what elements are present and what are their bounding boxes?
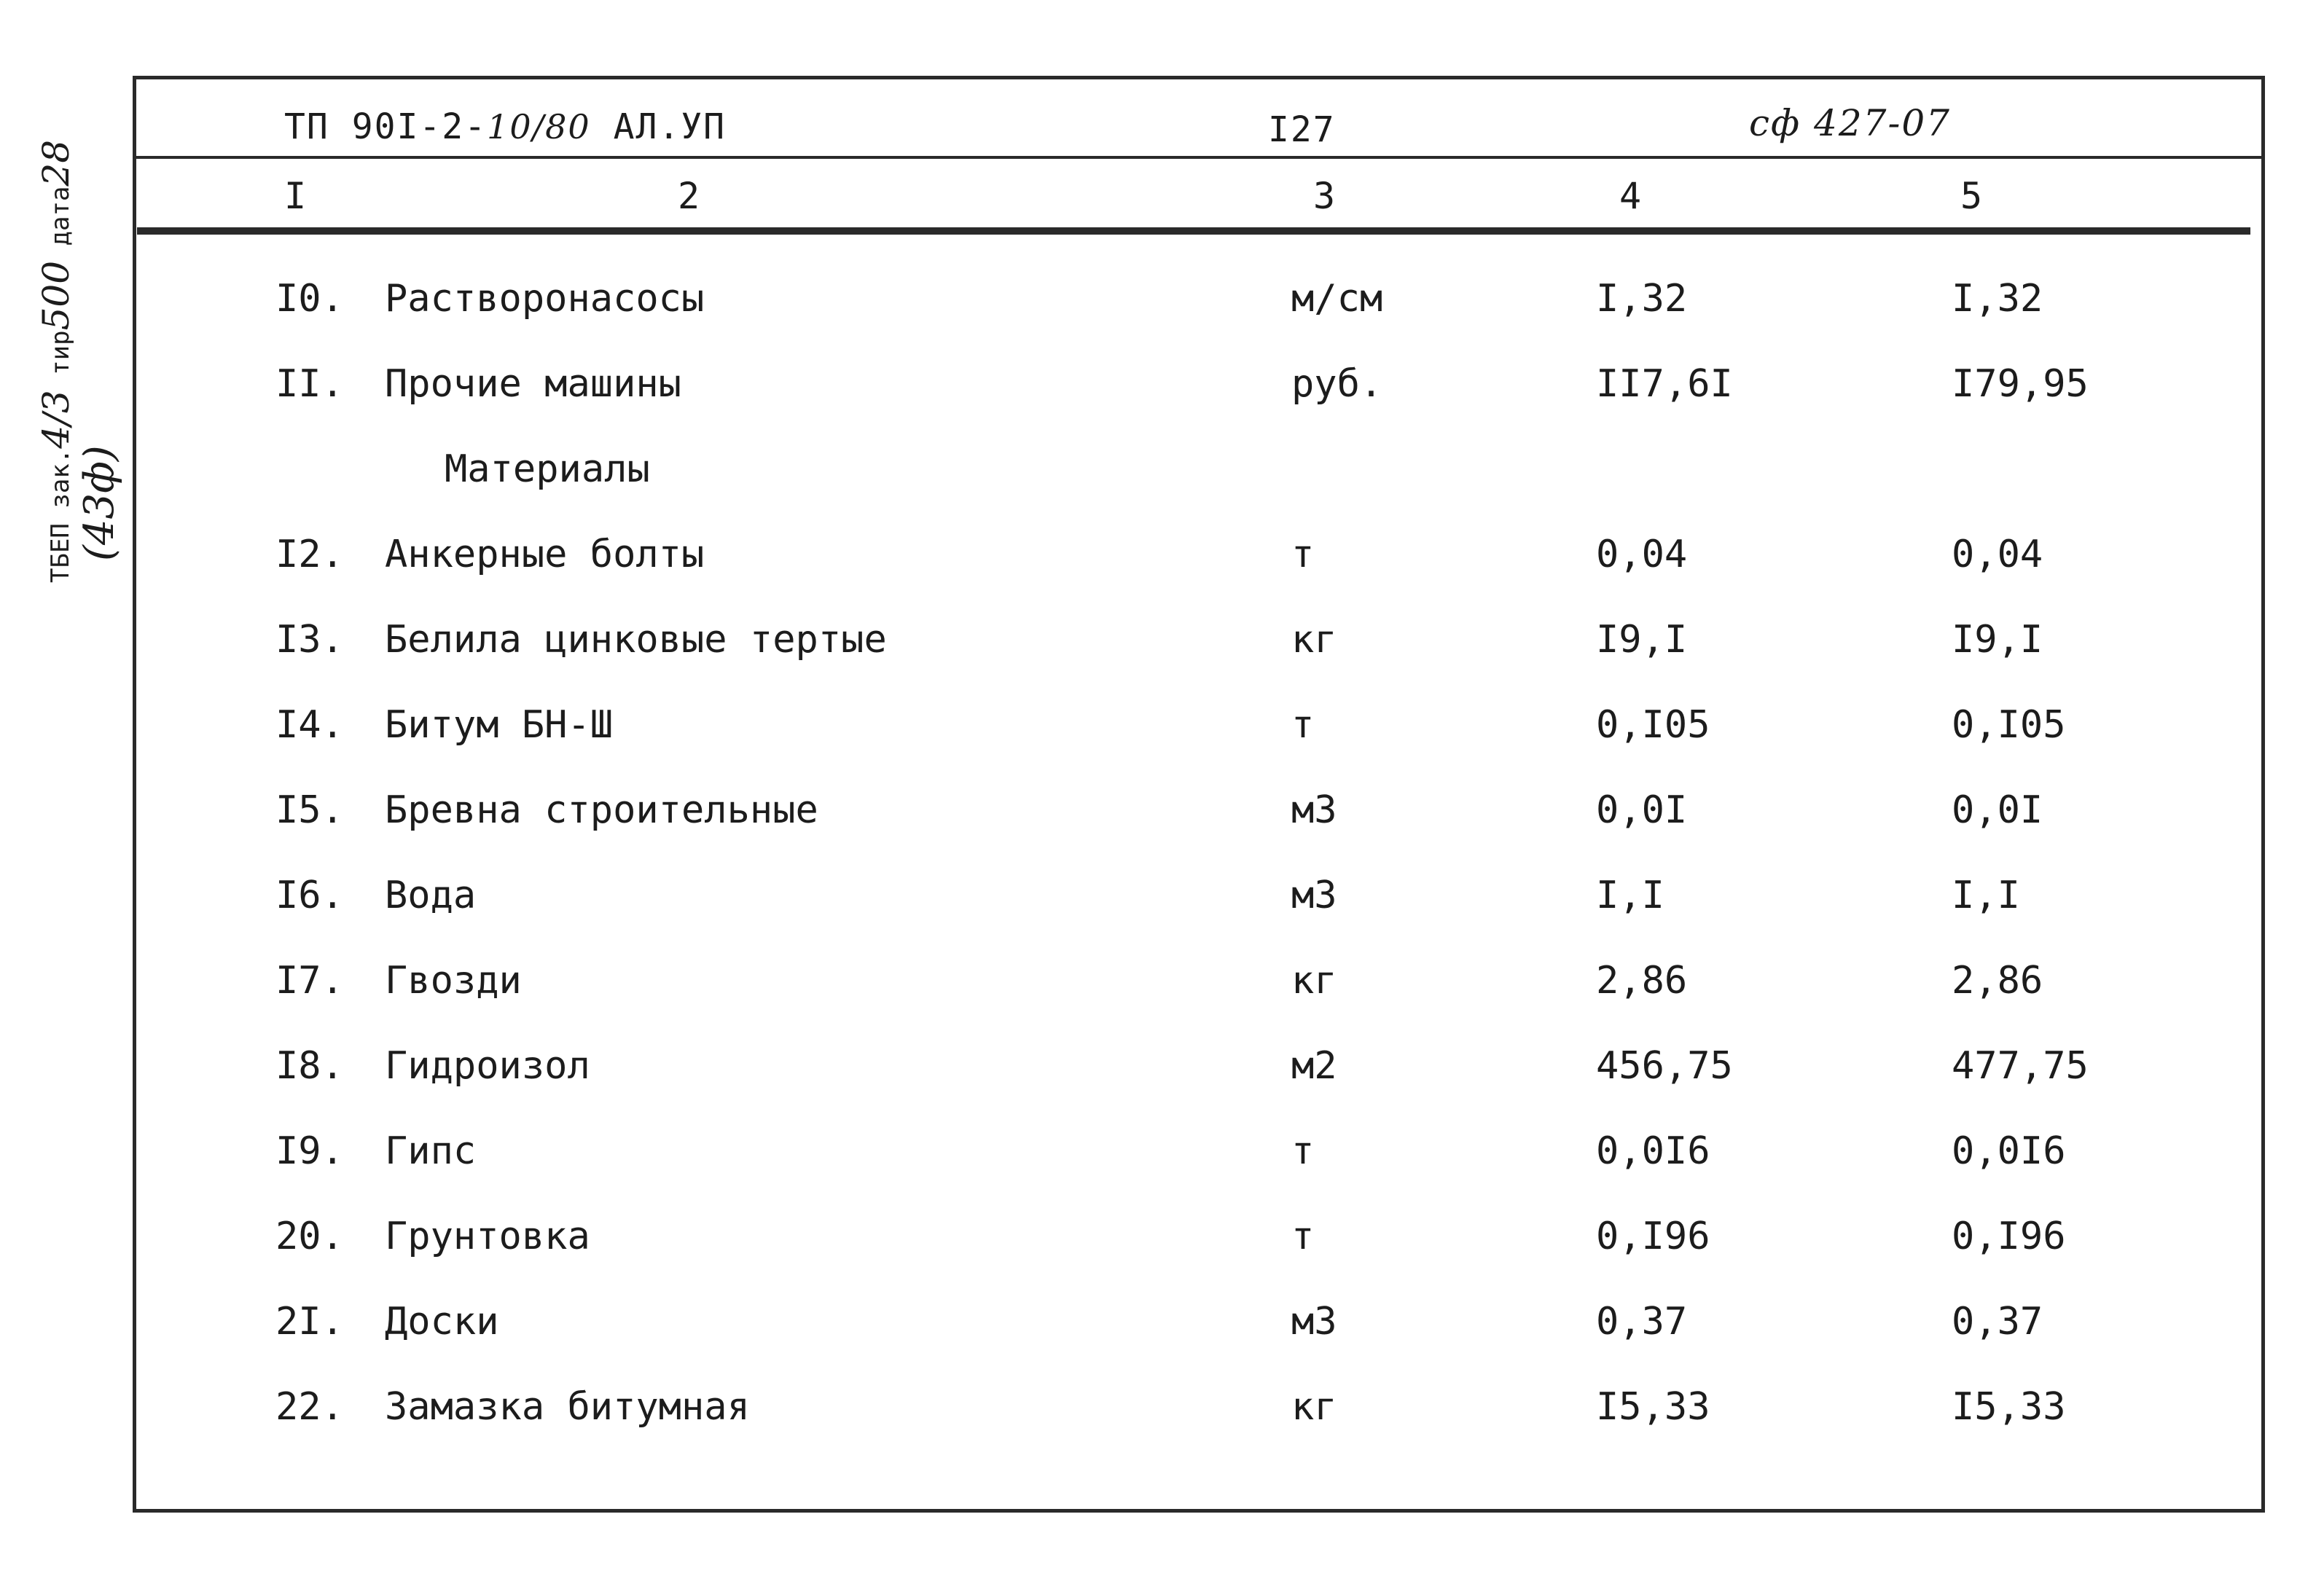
table-row	[0, 618, 2324, 703]
row-number: I9.	[275, 1129, 344, 1173]
row-number: 22.	[275, 1385, 344, 1429]
stamp-order-handwritten: 4/3	[35, 390, 77, 449]
doc-code-handwritten: 10/80	[487, 107, 591, 146]
row-name: Гвозди	[385, 959, 522, 1003]
row-unit: м3	[1291, 874, 1337, 917]
stamp-prefix: ТБЕП зак.	[46, 448, 75, 583]
row-unit: м2	[1291, 1044, 1337, 1088]
row-value-col4: I5,33	[1596, 1385, 1710, 1429]
row-number: 20.	[275, 1215, 344, 1258]
row-value-col5: 477,75	[1952, 1044, 2089, 1088]
column-header-3: 3	[1313, 175, 1336, 217]
doc-code-suffix: АЛ.УП	[590, 106, 727, 147]
row-value-col4: I,I	[1596, 874, 1664, 917]
row-name: Белила цинковые тертые	[385, 618, 887, 662]
row-name: Анкерные болты	[385, 533, 705, 576]
row-name: Доски	[385, 1300, 499, 1344]
table-row	[0, 1300, 2324, 1385]
table-row	[0, 362, 2324, 447]
table-row	[0, 1044, 2324, 1129]
sheet-reference-handwritten: сф 427-07	[1749, 102, 1951, 144]
row-number: I2.	[275, 533, 344, 576]
row-name: Гипс	[385, 1129, 477, 1173]
row-unit: т	[1291, 1215, 1315, 1258]
row-value-col4: 0,0I6	[1596, 1129, 1710, 1173]
row-value-col5: I9,I	[1952, 618, 2043, 662]
row-unit: м/см	[1291, 277, 1383, 321]
row-unit: м3	[1291, 788, 1337, 832]
row-value-col4: I9,I	[1596, 618, 1688, 662]
row-value-col5: 0,I96	[1952, 1215, 2066, 1258]
table-row	[0, 1129, 2324, 1215]
row-name: Замазка битумная	[385, 1385, 750, 1429]
stamp-run-handwritten: 500	[35, 260, 77, 331]
column-header-2: 2	[678, 175, 700, 217]
row-name: Битум БН-Ш	[385, 703, 614, 747]
row-number: I6.	[275, 874, 344, 917]
row-unit: руб.	[1291, 362, 1383, 406]
row-value-col4: II7,6I	[1596, 362, 1733, 406]
row-name: Прочие машины	[385, 362, 681, 406]
table-body	[0, 277, 2324, 1470]
row-unit: т	[1291, 1129, 1315, 1173]
row-value-col5: I5,33	[1952, 1385, 2066, 1429]
row-value-col5: 2,86	[1952, 959, 2043, 1003]
row-unit: кг	[1291, 1385, 1337, 1429]
row-unit: кг	[1291, 618, 1337, 662]
header-divider	[133, 156, 2265, 159]
table-row	[0, 874, 2324, 959]
row-value-col5: 0,0I	[1952, 788, 2043, 832]
row-value-col5: 0,04	[1952, 533, 2043, 576]
section-row	[0, 447, 2324, 533]
stamp-note-handwritten: (43ф)	[76, 445, 123, 561]
row-value-col4: 0,04	[1596, 533, 1688, 576]
row-unit: т	[1291, 533, 1315, 576]
row-unit: кг	[1291, 959, 1337, 1003]
row-value-col5: I,32	[1952, 277, 2043, 321]
row-value-col4: 0,I05	[1596, 703, 1710, 747]
row-name: Бревна строительные	[385, 788, 818, 832]
row-value-col4: 0,0I	[1596, 788, 1688, 832]
row-value-col4: 0,I96	[1596, 1215, 1710, 1258]
row-name: Грунтовка	[385, 1215, 590, 1258]
row-number: I0.	[275, 277, 344, 321]
row-value-col5: 0,37	[1952, 1300, 2043, 1344]
row-number: I7.	[275, 959, 344, 1003]
row-name: Растворонасосы	[385, 277, 705, 321]
row-value-col4: I,32	[1596, 277, 1688, 321]
page-number: I27	[1268, 109, 1336, 150]
column-header-divider	[137, 227, 2250, 235]
table-row	[0, 959, 2324, 1044]
row-number: 2I.	[275, 1300, 344, 1344]
row-unit: т	[1291, 703, 1315, 747]
table-row	[0, 788, 2324, 874]
table-row	[0, 703, 2324, 788]
column-header-5: 5	[1960, 175, 1983, 217]
row-value-col5: I,I	[1952, 874, 2020, 917]
table-row	[0, 533, 2324, 618]
row-number: I4.	[275, 703, 344, 747]
table-row	[0, 1215, 2324, 1300]
row-value-col5: 0,0I6	[1952, 1129, 2066, 1173]
row-value-col5: 0,I05	[1952, 703, 2066, 747]
stamp-mid: тир	[46, 330, 75, 391]
table-row	[0, 1385, 2324, 1470]
row-value-col5: I79,95	[1952, 362, 2089, 406]
stamp-date-handwritten: 28	[35, 139, 77, 187]
row-value-col4: 2,86	[1596, 959, 1688, 1003]
row-value-col4: 0,37	[1596, 1300, 1688, 1344]
row-number: I5.	[275, 788, 344, 832]
section-title: Материалы	[445, 447, 650, 491]
row-name: Вода	[385, 874, 477, 917]
table-row	[0, 277, 2324, 362]
row-value-col4: 456,75	[1596, 1044, 1733, 1088]
column-header-4: 4	[1619, 175, 1642, 217]
doc-code-prefix: ТП 90I-2-	[284, 106, 488, 147]
row-unit: м3	[1291, 1300, 1337, 1344]
document-code	[284, 106, 726, 147]
stamp-suffix: дата	[46, 186, 75, 261]
row-number: II.	[275, 362, 344, 406]
row-name: Гидроизол	[385, 1044, 590, 1088]
row-number: I8.	[275, 1044, 344, 1088]
row-number: I3.	[275, 618, 344, 662]
column-header-1: I	[284, 175, 307, 217]
